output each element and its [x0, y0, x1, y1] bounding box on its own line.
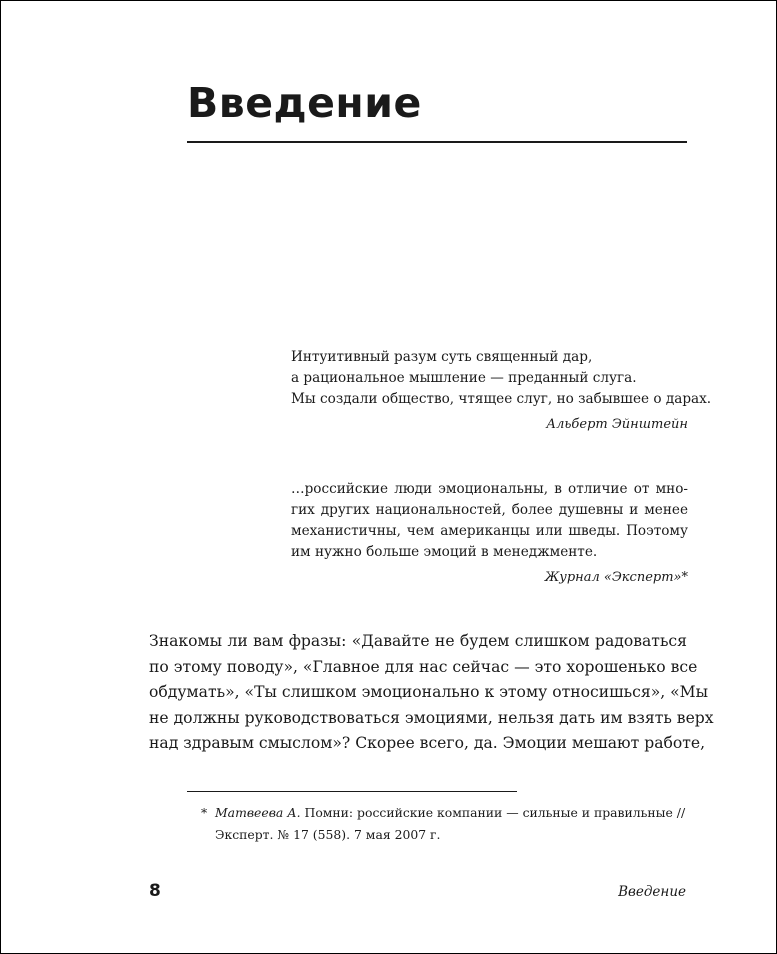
epigraph-line: гих других национальностей, более душевны и менее [291, 502, 688, 518]
epigraph-expert [291, 479, 688, 588]
body-line: не должны руководствоваться эмоциями, нельзя дать им взять верх [149, 708, 714, 727]
footnote-author: Матвеева А. [215, 805, 301, 820]
body-line: по этому поводу», «Главное для нас сейчас — это хорошенько все [149, 657, 698, 676]
epigraph-line: Интуитивный разум суть священный дар, [291, 349, 593, 365]
page-number: 8 [149, 881, 161, 901]
body-line: обдумать», «Ты слишком эмоционально к этому относишься», «Мы [149, 683, 709, 701]
footnote-text-line2: Эксперт. № 17 (558). 7 мая 2007 г. [215, 827, 441, 842]
footnote-marker: * [201, 805, 208, 820]
body-paragraph [149, 629, 714, 757]
footnote [201, 802, 691, 846]
body-line: Знакомы ли вам фразы: «Давайте не будем слишком радоваться [149, 632, 687, 650]
epigraph-einstein [291, 347, 712, 435]
epigraph-line: механистичны, чем американцы или шведы. Поэтому [291, 523, 688, 539]
epigraph-line: …российские люди эмоциональны, в отличие от мно- [291, 481, 688, 497]
epigraph-line: Мы создали общество, чтящее слуг, но забывшее о дарах. [291, 391, 712, 407]
epigraph-line: им нужно больше эмоций в менеджменте. [291, 544, 598, 560]
chapter-title: Введение [187, 79, 422, 127]
footnote-text-line1: Помни: российские компании — сильные и правильные // [304, 805, 686, 820]
title-underline [187, 141, 687, 143]
footnote-divider [187, 791, 517, 792]
epigraph-attribution: Альберт Эйнштейн [546, 417, 688, 432]
epigraph-line: а рациональное мышление — преданный слуга. [291, 370, 637, 386]
running-head: Введение [618, 884, 686, 900]
body-line: над здравым смыслом»? Скорее всего, да. Эмоции мешают работе, [149, 734, 706, 752]
epigraph-attribution: Журнал «Эксперт»* [544, 570, 688, 585]
